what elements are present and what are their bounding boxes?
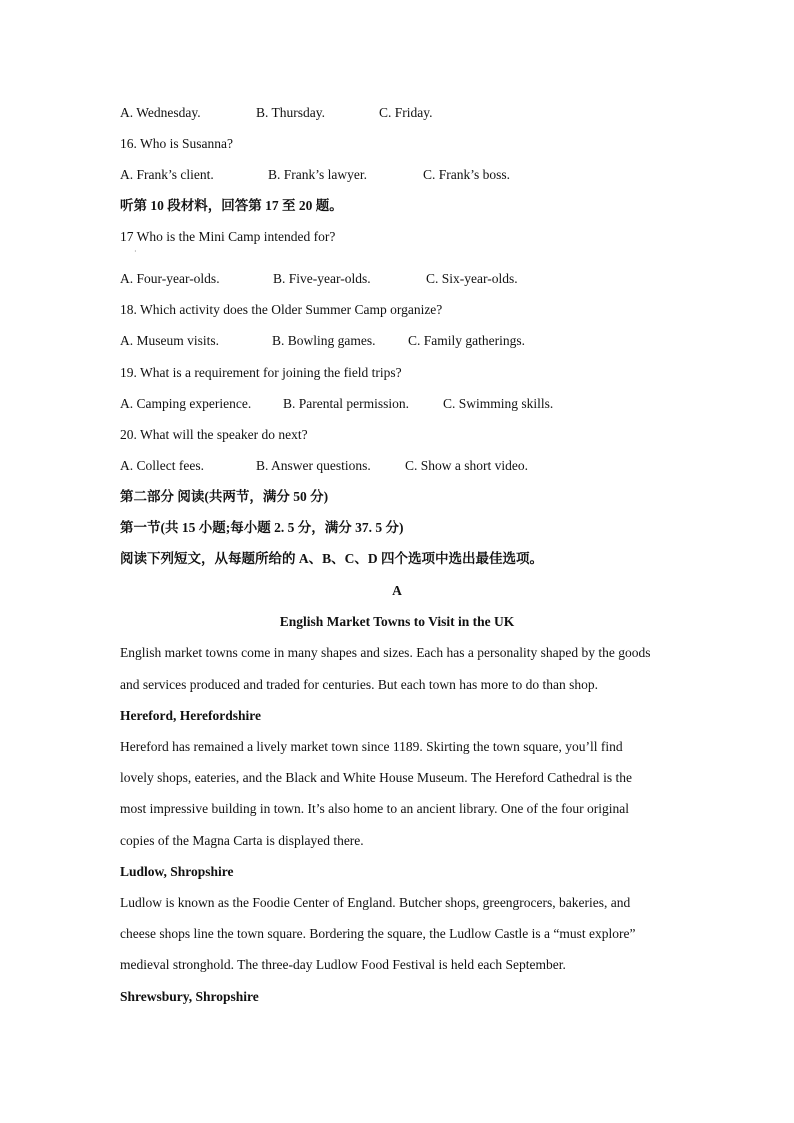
hereford-line-2: lovely shops, eateries, and the Black and White House Museum. The Hereford Cathedral is the [120, 770, 632, 785]
ludlow-heading: Ludlow, Shropshire [120, 864, 234, 879]
ludlow-line-1: Ludlow is known as the Foodie Center of England. Butcher shops, greengrocers, bakeries, and [120, 895, 631, 910]
shrewsbury-heading: Shrewsbury, Shropshire [120, 989, 259, 1004]
q16-options [120, 167, 510, 183]
q19-options [120, 396, 553, 412]
q19-option-a: A. Camping experience. [120, 396, 252, 411]
hereford-line-1: Hereford has remained a lively market town since 1189. Skirting the town square, you’ll find [120, 739, 623, 754]
q17-option-a: A. Four-year-olds. [120, 271, 220, 286]
section10-instruction: 听第 10 段材料，回答第 17 至 20 题。 [120, 198, 343, 213]
ludlow-line-3: medieval stronghold. The three-day Ludlow Food Festival is held each September. [120, 957, 566, 972]
q17-options [120, 271, 518, 287]
part2-section1: 第一节(共 15 小题;每小题 2. 5 分，满分 37. 5 分) [120, 520, 404, 535]
q19-option-b: B. Parental permission. [283, 396, 409, 411]
hereford-heading: Hereford, Herefordshire [120, 708, 261, 723]
q16-stem: 16. Who is Susanna? [120, 136, 233, 151]
q18-option-c: C. Family gatherings. [408, 333, 525, 348]
q18-option-a: A. Museum visits. [120, 333, 220, 348]
q20-option-b: B. Answer questions. [256, 458, 371, 473]
q16-option-b: B. Frank’s lawyer. [268, 167, 367, 182]
q15-option-b: B. Thursday. [256, 105, 325, 120]
part2-instruction: 阅读下列短文，从每题所给的 A、B、C、D 四个选项中选出最佳选项。 [120, 551, 544, 566]
passage-label: A [392, 583, 402, 598]
passage-title: English Market Towns to Visit in the UK [279, 614, 515, 629]
part2-heading: 第二部分 阅读(共两节，满分 50 分) [120, 489, 329, 504]
q20-options [120, 458, 528, 474]
hereford-line-3: most impressive building in town. It’s also home to an ancient library. One of the four original [120, 801, 630, 816]
q19-stem: 19. What is a requirement for joining the field trips? [120, 365, 402, 380]
stray-dot: · [134, 247, 137, 256]
q17-option-b: B. Five-year-olds. [273, 271, 371, 286]
q15-options [120, 105, 433, 121]
q20-stem: 20. What will the speaker do next? [120, 427, 308, 442]
intro-line-2: and services produced and traded for centuries. But each town has more to do than shop. [120, 677, 598, 692]
q19-option-c: C. Swimming skills. [443, 396, 554, 411]
intro-line-1: English market towns come in many shapes and sizes. Each has a personality shaped by the goods [120, 645, 651, 660]
q16-option-c: C. Frank’s boss. [423, 167, 511, 182]
q20-option-c: C. Show a short video. [405, 458, 528, 473]
q18-option-b: B. Bowling games. [272, 333, 376, 348]
q20-option-a: A. Collect fees. [120, 458, 204, 473]
hereford-line-4: copies of the Magna Carta is displayed there. [120, 833, 364, 848]
q18-options [120, 333, 525, 349]
q18-stem: 18. Which activity does the Older Summer Camp organize? [120, 302, 443, 317]
q16-option-a: A. Frank’s client. [120, 167, 214, 182]
q15-option-a: A. Wednesday. [120, 105, 201, 120]
q15-option-c: C. Friday. [379, 105, 433, 120]
ludlow-line-2: cheese shops line the town square. Bordering the square, the Ludlow Castle is a “must explore” [120, 926, 636, 941]
q17-option-c: C. Six-year-olds. [426, 271, 518, 286]
q17-stem: 17 Who is the Mini Camp intended for? [120, 229, 336, 244]
